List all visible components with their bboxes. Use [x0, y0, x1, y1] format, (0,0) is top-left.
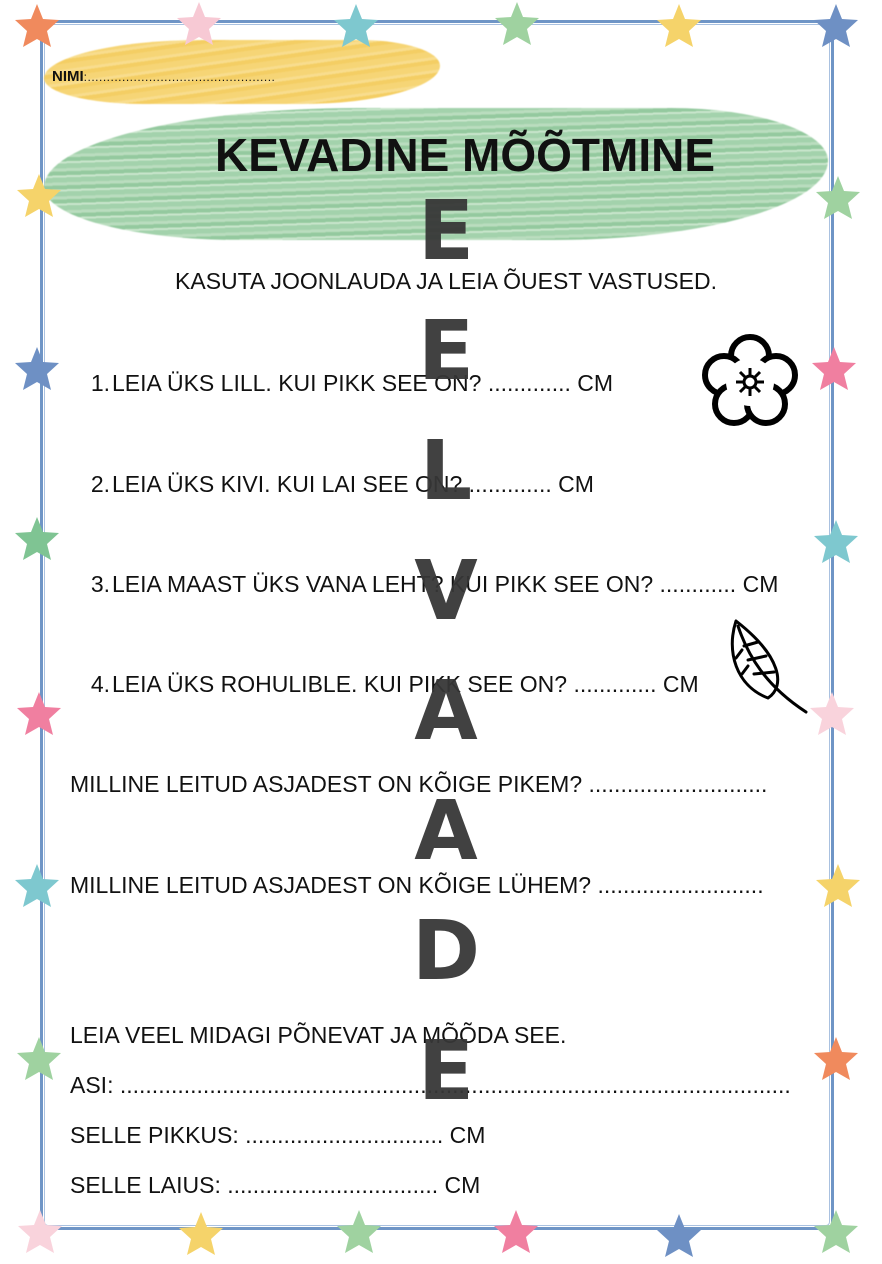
star-icon	[13, 2, 61, 50]
star-icon	[493, 0, 541, 48]
task-number: 2.	[90, 471, 110, 497]
star-icon	[175, 0, 223, 48]
star-icon	[655, 2, 703, 50]
star-icon	[16, 1208, 64, 1256]
star-icon	[15, 690, 63, 738]
star-icon	[492, 1208, 540, 1256]
star-icon	[332, 2, 380, 50]
name-label: NIMI	[52, 68, 84, 85]
instruction-text: KASUTA JOONLAUDA JA LEIA ÕUEST VASTUSED.	[175, 268, 717, 294]
task-number: 3.	[90, 571, 110, 597]
watermark	[410, 172, 482, 1132]
star-icon	[177, 1210, 225, 1258]
thing-line: ASI: .........................................................................................................	[70, 1072, 791, 1098]
star-icon	[812, 1208, 860, 1256]
star-icon	[655, 1212, 703, 1260]
task-text: LEIA ÜKS ROHULIBLE. KUI PIKK SEE ON? ............. CM	[112, 671, 699, 697]
question-longest: MILLINE LEITUD ASJADEST ON KÕIGE PIKEM? ............................	[70, 771, 768, 797]
watermark-letter: E	[417, 304, 474, 399]
star-icon	[812, 1035, 860, 1083]
star-icon	[13, 515, 61, 563]
star-icon	[13, 345, 61, 393]
task-text: LEIA MAAST ÜKS VANA LEHT? KUI PIKK SEE ON? ............ CM	[112, 571, 779, 597]
page-title: KEVADINE MÕÕTMINE	[214, 129, 716, 181]
star-icon	[812, 2, 860, 50]
star-icon	[15, 172, 63, 220]
star-icon	[814, 174, 862, 222]
watermark-letter: L	[419, 424, 473, 519]
star-icon	[810, 345, 858, 393]
watermark-letter: D	[411, 904, 481, 999]
question-shortest: MILLINE LEITUD ASJADEST ON KÕIGE LÜHEM? ..........................	[70, 872, 764, 898]
task-1	[86, 370, 613, 397]
task-number: 1.	[90, 370, 110, 396]
task-number: 4.	[90, 671, 110, 697]
watermark-letter: E	[417, 184, 474, 279]
length-line: SELLE PIKKUS: ............................... CM	[70, 1122, 486, 1148]
star-icon	[814, 862, 862, 910]
task-2	[86, 471, 594, 498]
task-text: LEIA ÜKS LILL. KUI PIKK SEE ON? ............. CM	[112, 370, 614, 396]
star-icon	[15, 1035, 63, 1083]
star-icon	[812, 518, 860, 566]
width-line: SELLE LAIUS: ................................. CM	[70, 1172, 481, 1198]
star-icon	[808, 690, 856, 738]
watermark-letter: A	[414, 784, 478, 879]
watermark-letter: V	[414, 544, 478, 639]
task-4	[86, 671, 699, 698]
flower-icon	[698, 332, 802, 428]
find-more-text: LEIA VEEL MIDAGI PÕNEVAT JA MÕÕDA SEE.	[70, 1022, 567, 1048]
watermark-letter: E	[417, 1024, 474, 1119]
star-icon	[335, 1208, 383, 1256]
name-field	[52, 68, 275, 85]
star-icon	[13, 862, 61, 910]
watermark-letter: A	[414, 664, 478, 759]
name-dots: :.................................................	[83, 70, 276, 84]
task-text: LEIA ÜKS KIVI. KUI LAI SEE ON? ............. CM	[112, 471, 594, 497]
leaf-icon	[726, 616, 812, 716]
